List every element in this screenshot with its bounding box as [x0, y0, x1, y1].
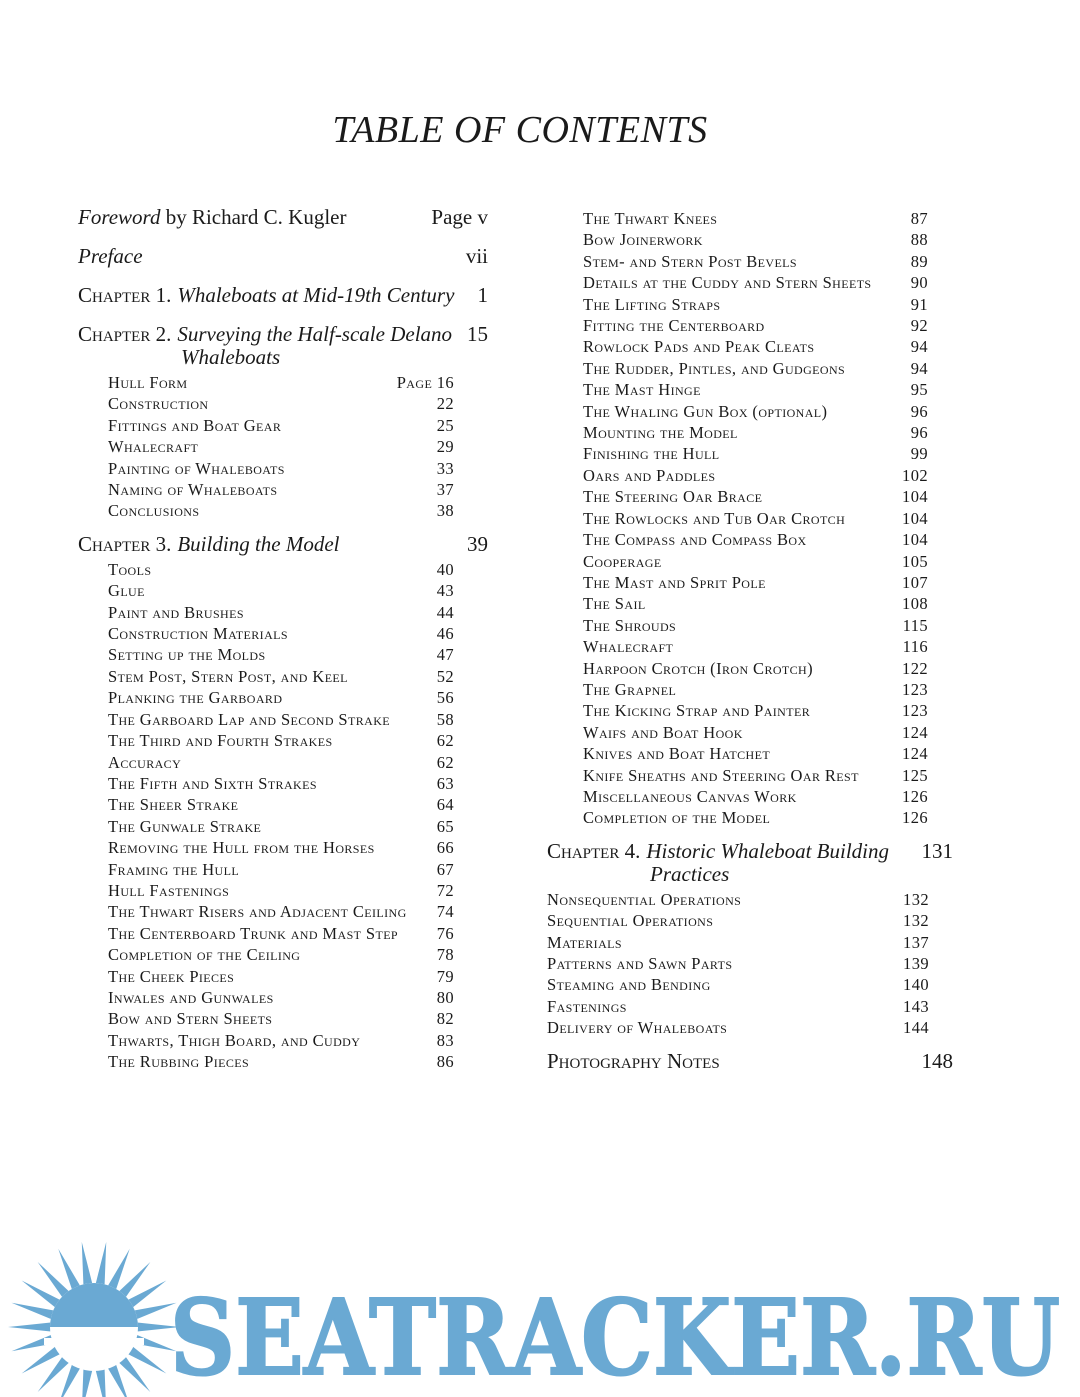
chapter-label: Chapter 4.	[547, 838, 641, 863]
watermark-text: SEATRACKER.RU	[170, 1276, 1060, 1397]
toc-entry-title: The Centerboard Trunk and Mast Step	[108, 923, 399, 943]
toc-entry[interactable]	[583, 551, 928, 572]
chapter-page: 15	[467, 322, 488, 346]
foreword-entry[interactable]	[78, 205, 488, 230]
toc-entry[interactable]	[108, 794, 454, 815]
toc-entry-title: Finishing the Hull	[583, 444, 720, 464]
toc-entry-title: Hull Form	[108, 373, 188, 392]
toc-entry[interactable]	[547, 910, 929, 931]
toc-entry-page: 82	[436, 1009, 454, 1029]
toc-entry-page: 91	[910, 294, 928, 314]
toc-entry-title: Waifs and Boat Hook	[583, 722, 743, 742]
foreword-author: by Richard C. Kugler	[160, 205, 347, 229]
toc-entry-page: 62	[436, 731, 454, 751]
toc-entry[interactable]	[583, 401, 928, 422]
toc-entry-page: 132	[903, 889, 929, 909]
toc-entry-title: The Compass and Compass Box	[583, 530, 807, 550]
toc-entry-title: Rowlock Pads and Peak Cleats	[583, 337, 815, 357]
toc-entry-page: 104	[902, 487, 928, 507]
toc-entry-title: The Shrouds	[583, 615, 677, 635]
toc-entry-page: 29	[436, 437, 454, 457]
chapter-4[interactable]	[547, 839, 953, 1039]
toc-entry-page: 22	[436, 394, 454, 414]
toc-entry-title: The Grapnel	[583, 679, 677, 699]
toc-entry-title: The Steering Oar Brace	[583, 487, 763, 507]
toc-entry[interactable]	[583, 765, 928, 786]
toc-entry-page: 123	[902, 701, 928, 721]
toc-entry[interactable]	[583, 807, 928, 828]
toc-entry[interactable]	[108, 923, 454, 944]
chapter-label: Chapter 3.	[78, 531, 172, 556]
toc-entry-page: 83	[436, 1030, 454, 1050]
toc-entry-page: 67	[436, 859, 454, 879]
toc-entry-title: Completion of the Model	[583, 808, 771, 828]
toc-entry-title: The Mast Hinge	[583, 380, 701, 400]
toc-entry-page: 99	[910, 444, 928, 464]
toc-entry[interactable]	[108, 837, 454, 858]
toc-entry[interactable]	[108, 752, 454, 773]
toc-entry-page: 126	[902, 786, 928, 806]
toc-entry-title: Stem Post, Stern Post, and Keel	[108, 666, 348, 686]
chapter-title-line2: Whaleboats	[181, 345, 281, 369]
chapter-page: 1	[477, 283, 488, 307]
chapter-3-sections	[78, 559, 454, 1073]
toc-entry-page: 47	[436, 645, 454, 665]
toc-entry-title: The Mast and Sprit Pole	[583, 572, 766, 592]
toc-entry[interactable]	[583, 529, 928, 550]
toc-entry[interactable]	[583, 508, 928, 529]
toc-entry[interactable]	[583, 251, 928, 272]
toc-entry-title: Conclusions	[108, 501, 200, 521]
chapter-title: Surveying the Half-scale Delano	[177, 322, 453, 346]
toc-entry-title: The Rudder, Pintles, and Gudgeons	[583, 358, 846, 378]
toc-entry-title: The Sail	[583, 594, 646, 614]
toc-entry-title: Planking the Garboard	[108, 688, 283, 708]
sun-logo-icon	[8, 1242, 180, 1397]
chapter-4-sections	[547, 889, 929, 1039]
toc-entry-page: 46	[436, 624, 454, 644]
chapter-3[interactable]	[78, 532, 488, 1073]
toc-entry-page: 137	[903, 932, 929, 952]
toc-entry[interactable]	[583, 358, 928, 379]
toc-entry-page: 115	[902, 615, 928, 635]
toc-entry-title: Knife Sheaths and Steering Oar Rest	[583, 765, 859, 785]
toc-entry[interactable]	[108, 773, 454, 794]
toc-entry-page: 104	[902, 530, 928, 550]
toc-entry-page: 74	[436, 902, 454, 922]
toc-entry[interactable]	[583, 294, 928, 315]
toc-entry-title: Delivery of Whaleboats	[547, 1018, 728, 1038]
toc-entry[interactable]	[583, 272, 928, 293]
toc-entry-page: 144	[903, 1018, 929, 1038]
toc-entry-title: Oars and Paddles	[583, 465, 716, 485]
toc-entry[interactable]	[547, 996, 929, 1017]
chapter-title: Historic Whaleboat Building	[646, 838, 890, 863]
toc-entry[interactable]	[108, 393, 454, 414]
toc-entry-title: Glue	[108, 581, 145, 601]
toc-entry-page: 122	[902, 658, 928, 678]
toc-entry[interactable]	[108, 1030, 454, 1051]
toc-entry-title: The Fifth and Sixth Strakes	[108, 773, 317, 793]
chapter-label: Chapter 2.	[78, 322, 172, 346]
toc-entry-page: Page 16	[396, 373, 454, 392]
toc-entry-page: 40	[436, 559, 454, 579]
toc-entry[interactable]	[108, 859, 454, 880]
toc-entry-page: 90	[910, 273, 928, 293]
chapter-2[interactable]	[78, 322, 488, 522]
toc-entry-page: 126	[902, 808, 928, 828]
toc-entry[interactable]	[108, 644, 454, 665]
toc-entry-title: The Thwart Risers and Adjacent Ceiling	[108, 902, 407, 922]
toc-entry[interactable]	[108, 500, 454, 521]
chapter-title: Whaleboats at Mid-19th Century	[177, 283, 455, 307]
toc-entry[interactable]	[108, 623, 454, 644]
toc-entry-title: Construction	[108, 394, 209, 414]
preface-entry[interactable]	[78, 244, 488, 269]
toc-entry[interactable]	[108, 1008, 454, 1029]
toc-entry-title: Hull Fastenings	[108, 880, 230, 900]
toc-entry[interactable]	[108, 709, 454, 730]
toc-entry[interactable]	[583, 379, 928, 400]
toc-entry[interactable]	[108, 944, 454, 965]
toc-entry-page: 94	[910, 358, 928, 378]
toc-entry-page: 87	[910, 209, 928, 228]
toc-entry[interactable]	[583, 443, 928, 464]
sun-ray	[82, 1242, 93, 1289]
toc-entry[interactable]	[583, 229, 928, 250]
toc-entry-title: The Whaling Gun Box (optional)	[583, 401, 828, 421]
chapter-2-sections	[78, 372, 454, 522]
toc-entry-page: 95	[910, 380, 928, 400]
toc-entry[interactable]	[547, 889, 929, 910]
toc-entry-title: Naming of Whaleboats	[108, 480, 278, 500]
toc-entry-page: 86	[436, 1052, 454, 1072]
toc-entry-title: Whalecraft	[583, 637, 674, 657]
toc-entry[interactable]	[583, 315, 928, 336]
toc-entry[interactable]	[108, 1051, 454, 1072]
toc-entry-title: The Rowlocks and Tub Oar Crotch	[583, 508, 846, 528]
toc-entry-page: 96	[910, 423, 928, 443]
toc-entry-page: 37	[436, 480, 454, 500]
toc-entry-page: 89	[910, 251, 928, 271]
toc-entry[interactable]	[583, 465, 928, 486]
chapter-page: 39	[467, 531, 488, 556]
toc-entry-page: 132	[903, 911, 929, 931]
chapter-1[interactable]	[78, 283, 488, 308]
toc-entry-title: Setting up the Molds	[108, 645, 266, 665]
toc-entry[interactable]	[583, 572, 928, 593]
toc-entry-title: Steaming and Bending	[547, 975, 711, 995]
toc-entry-page: 105	[902, 551, 928, 571]
toc-entry-title: Mounting the Model	[583, 423, 738, 443]
toc-entry-title: Paint and Brushes	[108, 602, 244, 622]
toc-entry[interactable]	[108, 415, 454, 436]
toc-entry-title: Inwales and Gunwales	[108, 987, 274, 1007]
toc-entry-page: 25	[436, 415, 454, 435]
toc-entry[interactable]	[583, 593, 928, 614]
toc-entry[interactable]	[108, 880, 454, 901]
photography-notes-label: Photography Notes	[547, 1048, 720, 1073]
toc-entry-page: 96	[910, 401, 928, 421]
toc-entry[interactable]	[583, 208, 928, 229]
toc-entry-title: Fittings and Boat Gear	[108, 415, 282, 435]
toc-entry-page: 124	[902, 744, 928, 764]
toc-entry-title: The Rubbing Pieces	[108, 1052, 250, 1072]
toc-entry-title: The Sheer Strake	[108, 795, 239, 815]
toc-entry-title: Removing the Hull from the Horses	[108, 838, 375, 858]
toc-entry-title: Knives and Boat Hatchet	[583, 744, 771, 764]
toc-entry[interactable]	[583, 636, 928, 657]
toc-entry-page: 104	[902, 508, 928, 528]
toc-entry-page: 123	[902, 679, 928, 699]
toc-entry-title: The Kicking Strap and Painter	[583, 701, 811, 721]
toc-entry[interactable]	[547, 974, 929, 995]
toc-entry[interactable]	[108, 436, 454, 457]
toc-entry[interactable]	[108, 987, 454, 1008]
toc-entry-page: 102	[902, 465, 928, 485]
toc-entry-page: 140	[903, 975, 929, 995]
toc-entry-title: Sequential Operations	[547, 911, 714, 931]
toc-entry[interactable]	[583, 679, 928, 700]
toc-entry-title: The Gunwale Strake	[108, 816, 262, 836]
toc-entry-title: Tools	[108, 559, 152, 579]
toc-entry-title: Harpoon Crotch (Iron Crotch)	[583, 658, 814, 678]
toc-entry[interactable]	[583, 422, 928, 443]
toc-entry[interactable]	[108, 458, 454, 479]
sun-ray	[11, 1303, 57, 1321]
toc-entry-title: Accuracy	[108, 752, 182, 772]
toc-entry-title: Details at the Cuddy and Stern Sheets	[583, 273, 872, 293]
toc-entry-page: 143	[903, 996, 929, 1016]
toc-entry-title: Fastenings	[547, 996, 627, 1016]
toc-entry-page: 108	[902, 594, 928, 614]
toc-entry[interactable]	[583, 486, 928, 507]
toc-entry-page: 63	[436, 773, 454, 793]
toc-entry-page: 56	[436, 688, 454, 708]
toc-entry-title: Bow and Stern Sheets	[108, 1009, 273, 1029]
toc-entry-page: 62	[436, 752, 454, 772]
toc-entry[interactable]	[108, 580, 454, 601]
toc-entry-page: 64	[436, 795, 454, 815]
toc-entry[interactable]	[108, 666, 454, 687]
toc-entry-page: 72	[436, 880, 454, 900]
chapter-page: 131	[921, 838, 953, 863]
preface-label: Preface	[78, 244, 143, 268]
toc-entry-page: 92	[910, 316, 928, 336]
toc-entry[interactable]	[108, 966, 454, 987]
toc-entry-title: The Third and Fourth Strakes	[108, 731, 333, 751]
toc-entry-title: Nonsequential Operations	[547, 889, 742, 909]
toc-entry-title: The Garboard Lap and Second Strake	[108, 709, 390, 729]
preface-page: vii	[465, 244, 488, 268]
toc-entry[interactable]	[547, 953, 929, 974]
chapter-title: Building the Model	[177, 531, 340, 556]
toc-entry[interactable]	[108, 479, 454, 500]
toc-entry[interactable]	[583, 658, 928, 679]
toc-entry[interactable]	[108, 372, 454, 393]
toc-entry-title: Miscellaneous Canvas Work	[583, 786, 797, 806]
toc-entry-title: Construction Materials	[108, 624, 288, 644]
toc-entry-page: 78	[436, 945, 454, 965]
toc-entry-page: 79	[436, 966, 454, 986]
toc-entry[interactable]	[108, 602, 454, 623]
seatracker-watermark	[0, 1234, 1080, 1397]
photography-notes-entry[interactable]	[547, 1049, 953, 1074]
chapter-3-sections-continued	[547, 208, 928, 829]
toc-entry-title: Completion of the Ceiling	[108, 945, 301, 965]
toc-entry-page: 44	[436, 602, 454, 622]
sun-ray	[8, 1322, 54, 1332]
toc-entry[interactable]	[108, 816, 454, 837]
foreword-label: Foreword	[78, 205, 161, 229]
photography-notes-page: 148	[921, 1048, 953, 1073]
toc-entry-page: 125	[902, 765, 928, 785]
page-title: TABLE OF CONTENTS	[332, 109, 708, 151]
toc-entry-page: 139	[903, 954, 929, 973]
toc-entry[interactable]	[583, 722, 928, 743]
toc-entry-title: Cooperage	[583, 551, 662, 571]
toc-entry-page: 43	[436, 581, 454, 601]
toc-entry-page: 33	[436, 458, 454, 478]
foreword-page: Page v	[431, 205, 488, 229]
toc-entry[interactable]	[583, 615, 928, 636]
toc-entry-title: Fitting the Centerboard	[583, 316, 765, 336]
toc-entry-title: The Thwart Knees	[583, 209, 718, 228]
toc-entry-title: The Cheek Pieces	[108, 966, 235, 986]
toc-entry[interactable]	[108, 559, 454, 580]
toc-entry-title: Stem- and Stern Post Bevels	[583, 251, 797, 271]
toc-entry[interactable]	[583, 336, 928, 357]
toc-entry-page: 76	[436, 923, 454, 943]
chapter-title-line2: Practices	[650, 861, 730, 886]
toc-entry-title: Patterns and Sawn Parts	[547, 954, 733, 973]
sun-ray	[95, 1242, 106, 1289]
toc-entry[interactable]	[547, 932, 929, 953]
toc-entry[interactable]	[108, 901, 454, 922]
toc-entry-page: 124	[902, 722, 928, 742]
toc-entry-title: Materials	[547, 932, 622, 952]
toc-entry-page: 52	[436, 666, 454, 686]
toc-entry-title: Thwarts, Thigh Board, and Cuddy	[108, 1030, 361, 1050]
toc-entry-page: 88	[910, 230, 928, 250]
toc-entry-page: 80	[436, 987, 454, 1007]
toc-entry-page: 65	[436, 816, 454, 836]
toc-entry[interactable]	[108, 687, 454, 708]
toc-entry-title: The Lifting Straps	[583, 294, 721, 314]
right-column	[547, 208, 959, 1074]
toc-entry-page: 66	[436, 838, 454, 858]
toc-entry[interactable]	[583, 743, 928, 764]
toc-entry[interactable]	[583, 786, 928, 807]
toc-entry[interactable]	[108, 730, 454, 751]
toc-entry-page: 107	[902, 572, 928, 592]
toc-entry[interactable]	[583, 700, 928, 721]
toc-entry-page: 38	[436, 501, 454, 521]
toc-entry-title: Bow Joinerwork	[583, 230, 703, 250]
chapter-label: Chapter 1.	[78, 283, 172, 307]
toc-entry-title: Whalecraft	[108, 437, 199, 457]
toc-entry-page: 58	[436, 709, 454, 729]
toc-entry-page: 116	[902, 637, 928, 657]
toc-entry-title: Painting of Whaleboats	[108, 458, 285, 478]
left-column	[78, 205, 488, 1083]
toc-entry[interactable]	[547, 1017, 929, 1038]
toc-entry-page: 94	[910, 337, 928, 357]
toc-entry-title: Framing the Hull	[108, 859, 240, 879]
